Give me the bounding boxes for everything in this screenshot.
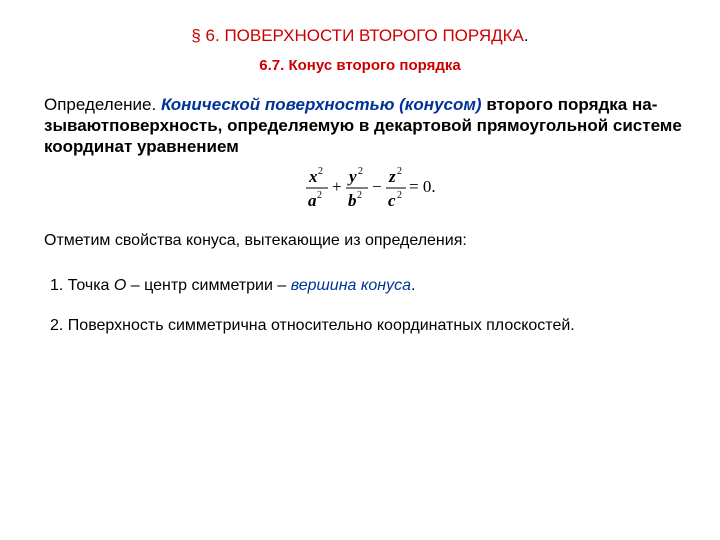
- exponent-c: 2: [397, 190, 402, 201]
- section-title-text: § 6. ПОВЕРХНОСТИ ВТОРОГО ПОРЯДКА: [191, 26, 524, 45]
- plus-sign: +: [332, 177, 342, 196]
- equation-rhs: = 0.: [409, 177, 436, 196]
- numerator-y: y: [349, 167, 357, 186]
- definition-term: Конической поверхностью (конусом): [160, 95, 487, 114]
- denominator-c: c: [388, 191, 396, 210]
- cone-equation: [298, 162, 448, 214]
- subsection-title: 6.7. Конус второго порядка: [259, 57, 461, 74]
- definition-lead: Определение.: [44, 95, 161, 114]
- exponent-x: 2: [318, 166, 323, 177]
- property-1-suffix: .: [411, 277, 416, 294]
- property-1-prefix: 1. Точка: [50, 277, 114, 294]
- minus-sign: −: [372, 177, 382, 196]
- properties-intro: Отметим свойства конуса, вытекающие из определения:: [44, 232, 467, 249]
- exponent-b: 2: [357, 190, 362, 201]
- section-title-dot: .: [523, 26, 529, 45]
- exponent-z: 2: [397, 166, 402, 177]
- property-1-var: O: [113, 277, 127, 294]
- property-1-middle: – центр симметрии –: [126, 277, 291, 294]
- numerator-z: z: [389, 167, 396, 186]
- property-1-accent: вершина конуса: [290, 277, 411, 294]
- denominator-a: a: [308, 191, 317, 210]
- property-item-2: 2. Поверхность симметрична относительно координатных плоскостей.: [50, 317, 575, 334]
- exponent-y: 2: [358, 166, 363, 177]
- numerator-x: x: [309, 167, 318, 186]
- definition-rest: второго порядка на-зываютповерхность, определяемую в декартовой прямоугольной системе координат уравнением: [44, 95, 682, 156]
- exponent-a: 2: [317, 190, 322, 201]
- definition-paragraph: [44, 94, 684, 157]
- cone-equation-svg: [298, 162, 448, 214]
- denominator-b: b: [348, 191, 357, 210]
- property-item-1: [50, 277, 415, 295]
- section-title: [0, 26, 720, 46]
